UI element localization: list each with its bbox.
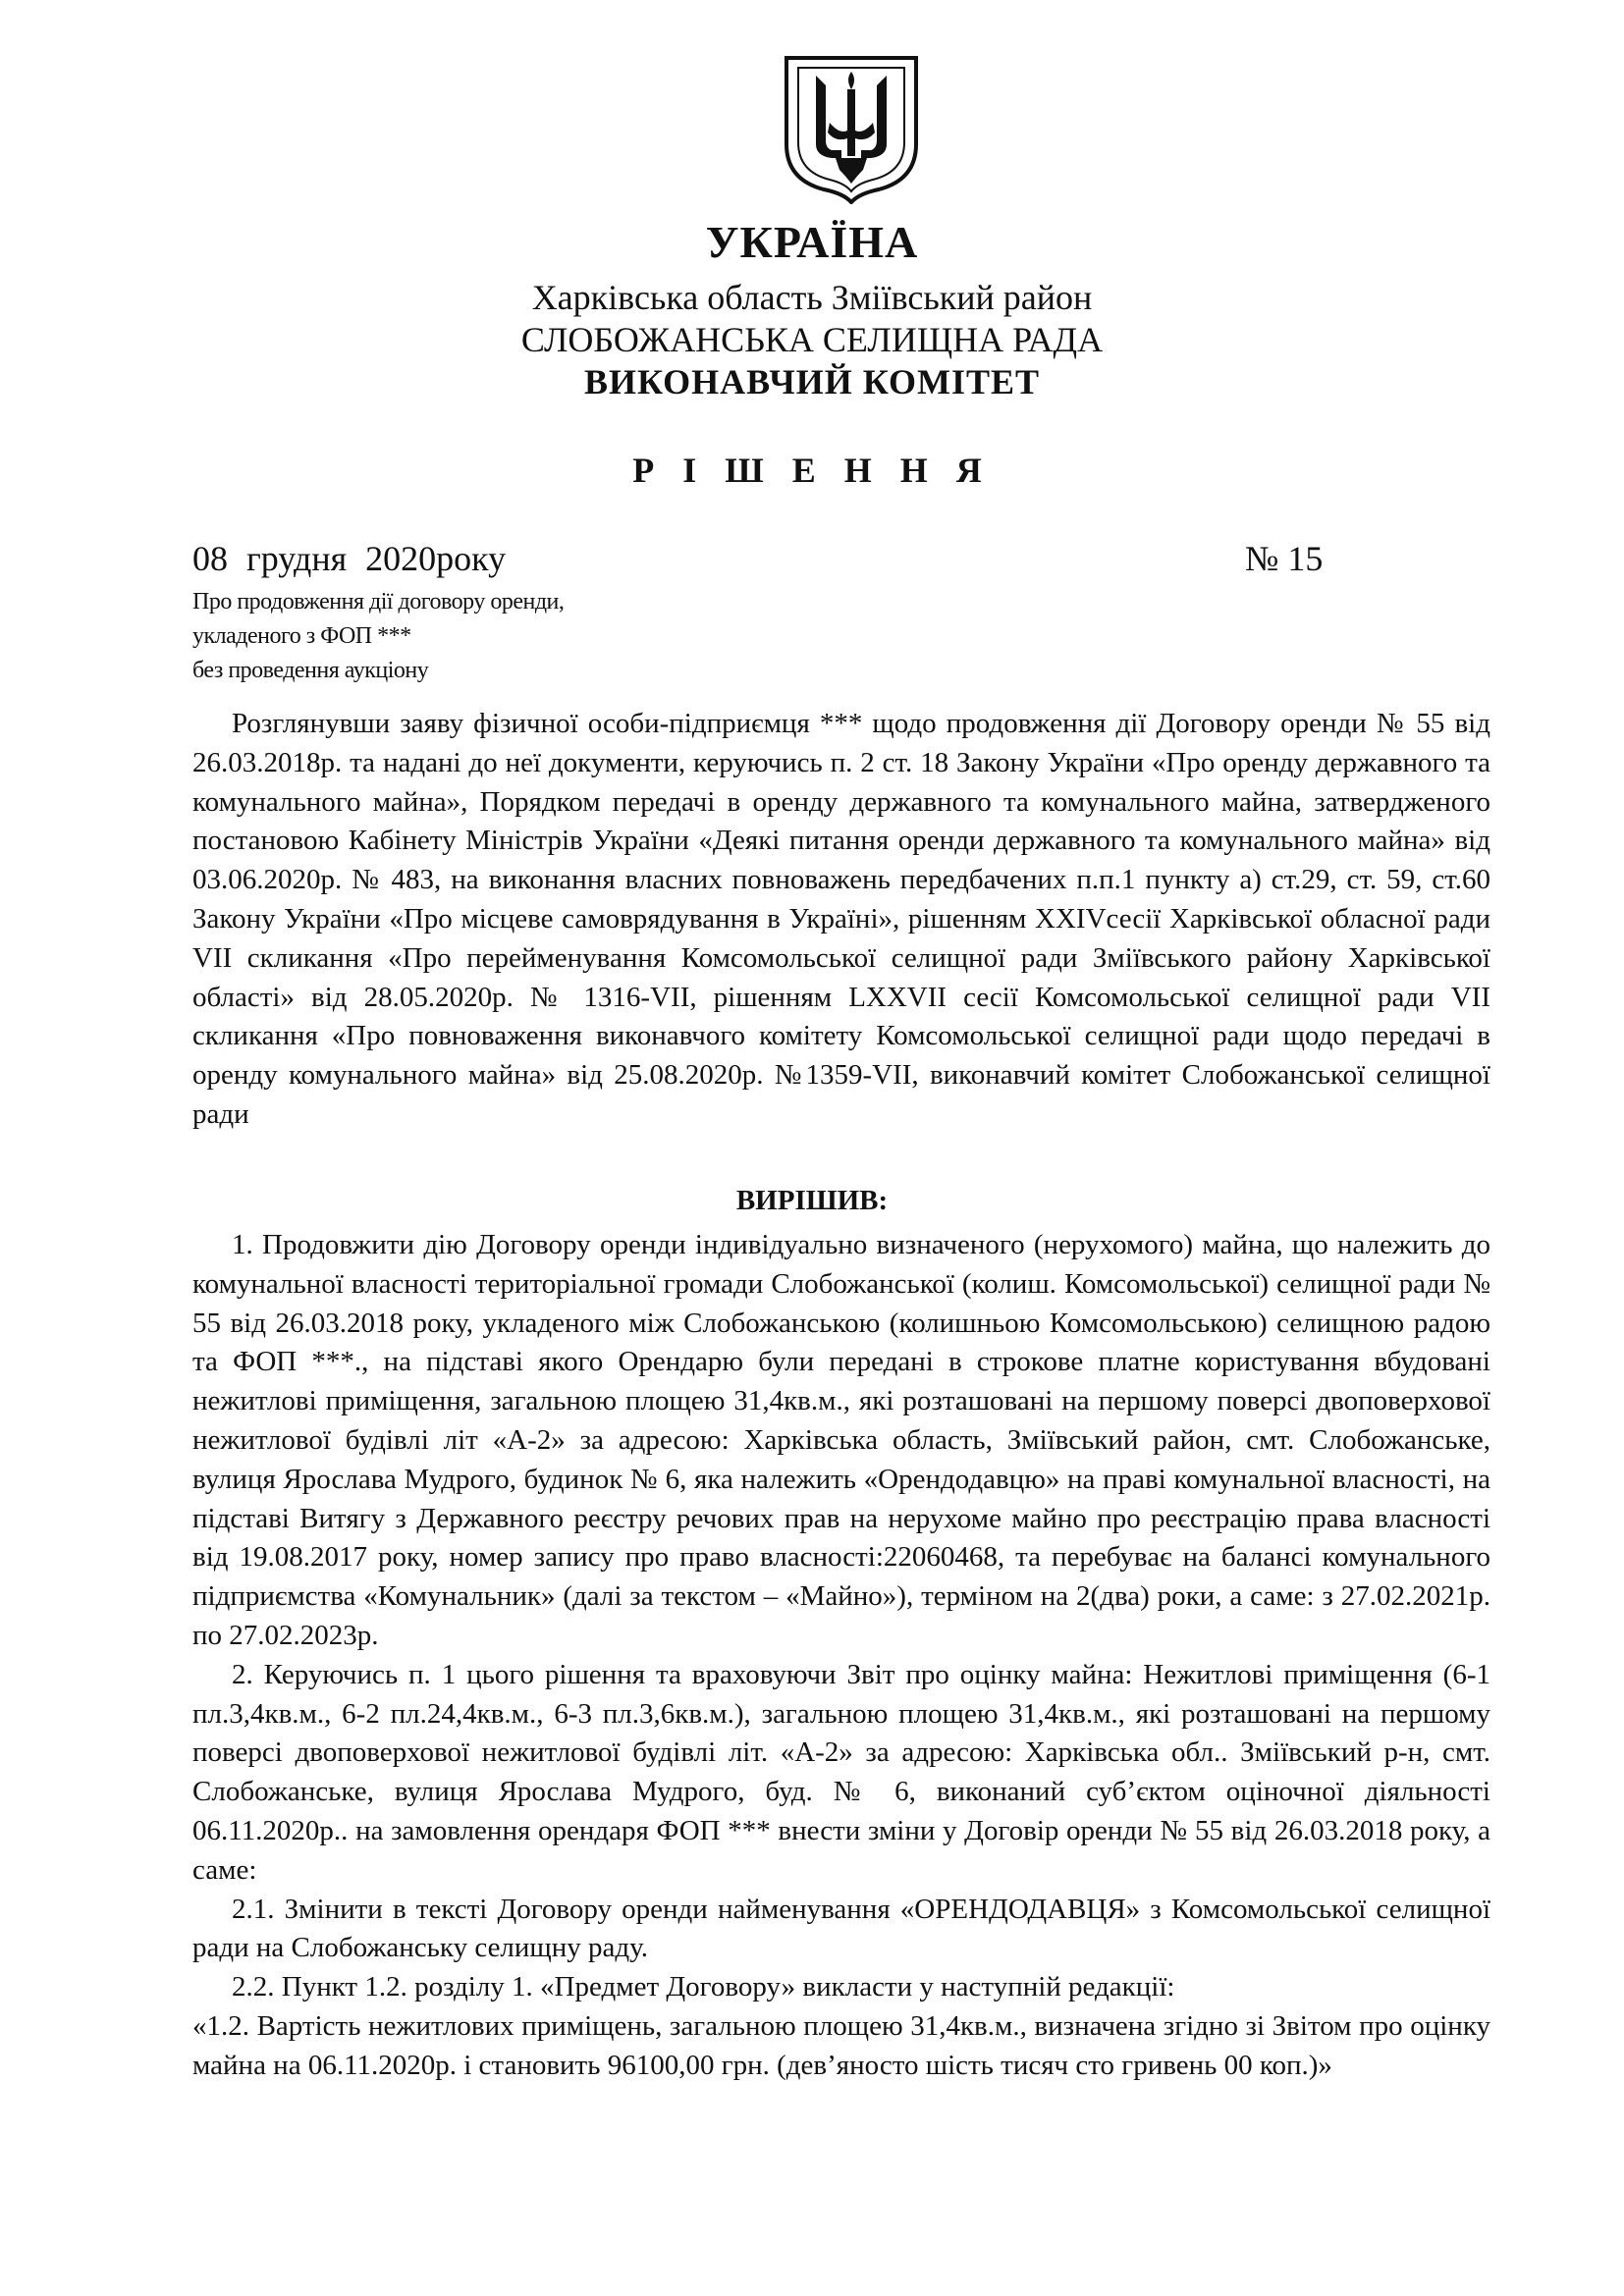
decided-heading: ВИРІШИВ:: [735, 1185, 889, 1216]
item-2-paragraph: 2. Керуючись п. 1 цього рішення та враховуючи Звіт про оцінку майна: Нежитлові приміщення (6-1 пл.3,4кв.м., 6-2 пл.24,4кв.м., 6-3 пл.3,6кв.м.), загальною площею 31,4кв.м., які розташовані на першому поверсі двоповерхової нежитлової будівлі літ. «А-2» за адресою: Харківська обл.. Зміївський р-н, смт. Слобожанське, вулиця Ярослава Мудрого, буд. № 6, виконаний суб’єктом оціночної діяльності 06.11.2020р.. на замовлення орендаря ФОП *** внести зміни у Договір оренди № 55 від 26.03.2018 року, а саме:: [192, 1658, 1490, 1886]
decision-items: [192, 1226, 1490, 2086]
council-name: СЛОБОЖАНСЬКА СЕЛИЩНА РАДА: [520, 320, 1104, 359]
region-line: Харківська область Зміївський район: [531, 278, 1093, 317]
decision-date: 08 грудня 2020року: [192, 539, 507, 578]
document-title: Р І Ш Е Н Н Я: [632, 451, 992, 490]
item-2-2-paragraph: 2.2. Пункт 1.2. розділу 1. «Предмет Договору» викласти у наступній редакції:: [232, 1971, 1175, 2003]
item-1-paragraph: 1. Продовжити дію Договору оренди індивідуально визначеного (нерухомого) майна, що належить до комунальної власності територіальної громади Слобожанської (колиш. Комсомольської) селищної ради № 55 від 26.03.2018 року, укладеного між Слобожанською (колишньою Комсомольською) селищною радою та ФОП ***., на підставі якого Орендарю були передані в строкове платне користування вбудовані нежитлові приміщення, загальною площею 31,4кв.м., які розташовані на першому поверсі двоповерхової нежитлової будівлі літ «А-2» за адресою: Харківська область, Зміївський район, смт. Слобожанське, вулиця Ярослава Мудрого, будинок № 6, яка належить «Орендодавцю» на праві комунальної власності, на підставі Витягу з Державного реєстру речових прав на нерухоме майно про реєстрацію права власності від 19.08.2017 року, номер запису про право власності:22060468, та перебуває на балансі комунального підприємства «Комунальник» (далі за текстом – «Майно»), терміном на 2(два) роки, а саме: з 27.02.2021р. по 27.02.2023р.: [192, 1229, 1490, 1651]
item-2-2-quote: «1.2. Вартість нежитлових приміщень, загальною площею 31,4кв.м., визначена згідно зі Звітом про оцінку майна на 06.11.2020р. і становить 96100,00 грн. (дев’яносто шість тисяч сто гривень 00 коп.)»: [192, 2009, 1490, 2081]
coat-of-arms-icon: [781, 54, 922, 204]
committee-name: ВИКОНАВЧИЙ КОМІТЕТ: [583, 362, 1041, 401]
subject-line: Про продовження дії договору оренди,: [192, 589, 565, 614]
preamble-paragraph: Розглянувши заяву фізичної особи-підприємця *** щодо продовження дії Договору оренди № 55 від 26.03.2018р. та надані до неї документи, керуючись п. 2 ст. 18 Закону України «Про оренду державного та комунального майна», Порядком передачі в оренду державного та комунального майна, затвердженого постановою Кабінету Міністрів України «Деякі питання оренди державного та комунального майна» від 03.06.2020р. № 483, на виконання власних повноважень передбачених п.п.1 пункту а) ст.29, ст. 59, ст.60 Закону України «Про місцеве самоврядування в Україні», рішенням XXIVсесії Харківської обласної ради VII скликання «Про перейменування Комсомольської селищної ради Зміївського району Харківської області» від 28.05.2020р. № 1316-VII, рішенням LXXVII сесії Комсомольської селищної ради VII скликання «Про повноваження виконавчого комітету Комсомольської селищної ради щодо передачі в оренду комунального майна» від 25.08.2020р. №1359-VII, виконавчий комітет Слобожанської селищної ради: [192, 708, 1490, 1130]
subject-line: укладеного з ФОП ***: [192, 623, 411, 649]
decision-number: № 15: [1245, 539, 1324, 578]
item-2-1-paragraph: 2.1. Змінити в тексті Договору оренди найменування «ОРЕНДОДАВЦЯ» з Комсомольської селищної ради на Слобожанську селищну раду.: [192, 1893, 1490, 1964]
subject-line: без проведення аукціону: [192, 658, 429, 683]
country-title: УКРАЇНА: [705, 217, 919, 267]
decision-subject: [192, 585, 564, 688]
preamble-block: [192, 705, 1490, 1135]
